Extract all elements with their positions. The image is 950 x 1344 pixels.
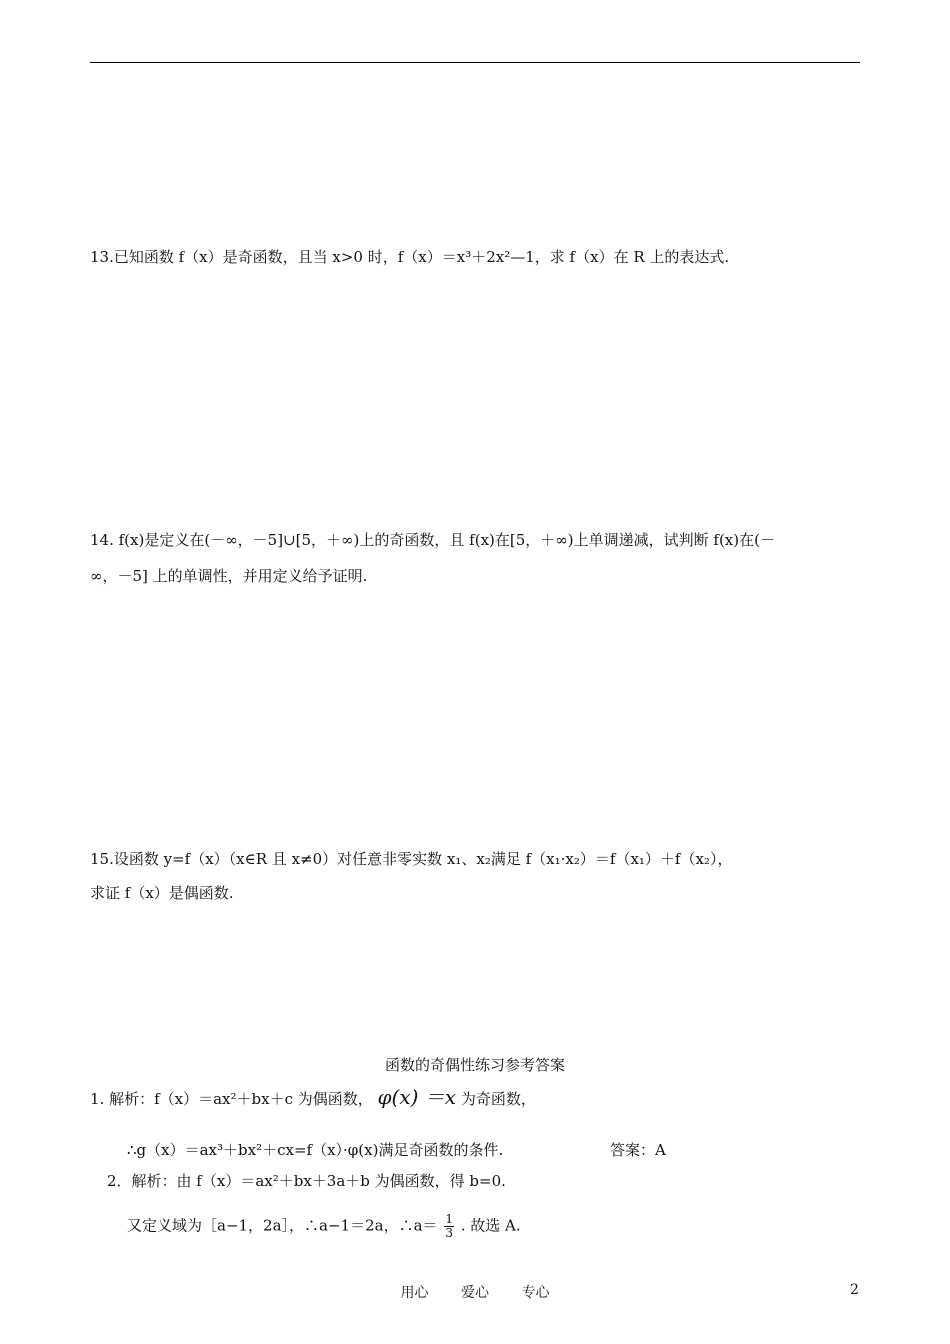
answers-title: 函数的奇偶性练习参考答案 — [384, 1056, 565, 1074]
footer-item: 用心 — [400, 1285, 429, 1301]
answer-2-suffix: . 故选 A. — [460, 1216, 521, 1235]
question-14-line-2: ∞，－5] 上的单调性，并用定义给予证明. — [90, 567, 368, 585]
fraction-one-third — [444, 1213, 454, 1240]
fraction-numerator: 1 — [445, 1212, 453, 1226]
phi-formula: φ(x) ＝x — [377, 1085, 457, 1109]
footer-item: 专心 — [521, 1285, 550, 1301]
answer-2-text: 又定义域为［a−1，2a］，∴a−1＝2a，∴a＝ — [127, 1216, 438, 1235]
question-14-line-1: 14. f(x)是定义在(－∞，－5]∪[5，＋∞)上的奇函数，且 f(x)在[5，＋∞)上单调递减，试判断 f(x)在(－ — [90, 531, 775, 549]
question-13: 13.已知函数 f（x）是奇函数，且当 x>0 时，f（x）＝x³＋2x²—1，求 f（x）在 R 上的表达式. — [90, 248, 730, 266]
page-number: 2 — [850, 1282, 859, 1298]
answer-1-suffix: 为奇函数， — [460, 1090, 536, 1108]
answer-2-line-2 — [127, 1213, 521, 1240]
question-15-line-2: 求证 f（x）是偶函数. — [90, 884, 234, 902]
answer-1-line-2: ∴g（x）＝ax³＋bx²＋cx=f（x）·φ(x)满足奇函数的条件. — [127, 1141, 504, 1159]
header-rule — [90, 62, 860, 63]
footer — [0, 1282, 950, 1302]
answer-1-line-1 — [90, 1087, 536, 1109]
footer-item: 爱心 — [461, 1285, 489, 1301]
fraction-denominator: 3 — [445, 1226, 453, 1240]
answer-1-text: 1. 解析：f（x）＝ax²＋bx＋c 为偶函数， — [90, 1090, 373, 1108]
question-15-line-1: 15.设函数 y=f（x）（x∈R 且 x≠0）对任意非零实数 x₁、x₂满足 f（x₁·x₂）＝f（x₁）＋f（x₂）， — [90, 850, 733, 868]
answer-1-choice: 答案：A — [610, 1141, 666, 1159]
answer-2-line-1: 2．解析：由 f（x）＝ax²＋bx＋3a＋b 为偶函数，得 b=0. — [107, 1172, 506, 1190]
